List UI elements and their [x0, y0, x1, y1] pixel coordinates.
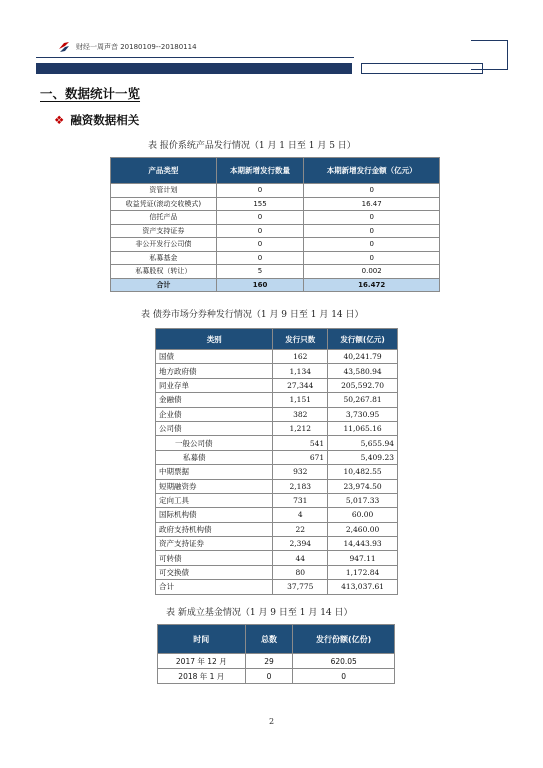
table-cell: 合计: [111, 278, 217, 292]
header-title: 财经一周声音 20180109--20180114: [76, 43, 197, 51]
column-header: 总数: [245, 625, 293, 654]
table1-caption: 表 报价系统产品发行情况（1 月 1 日至 1 月 5 日）: [148, 141, 356, 151]
table-cell: 50,267.81: [328, 393, 398, 407]
table-cell: 企业债: [156, 407, 273, 421]
table-row: [111, 265, 440, 279]
table-cell: 资产支持证券: [156, 537, 273, 551]
column-header: 产品类型: [111, 158, 217, 184]
table-cell: 27,344: [273, 378, 328, 392]
table-header-row: [158, 625, 395, 654]
product-issuance-table: [110, 157, 440, 292]
diamond-bullet-icon: ❖: [54, 113, 65, 127]
table-row: [156, 407, 398, 421]
table-cell: 资产支持证券: [111, 224, 217, 238]
table-cell: 国债: [156, 350, 273, 364]
table-header-row: [111, 158, 440, 184]
table-row: [156, 450, 398, 464]
table-cell: 公司债: [156, 421, 273, 435]
table-cell: 4: [273, 508, 328, 522]
table-cell: 私募债: [156, 450, 273, 464]
table-total-row: [111, 278, 440, 292]
table-row: [156, 479, 398, 493]
table-row: [111, 238, 440, 252]
table-cell: 5,655.94: [328, 436, 398, 450]
table-cell: 541: [273, 436, 328, 450]
new-fund-table: [157, 624, 395, 684]
table-cell: 932: [273, 465, 328, 479]
table-cell: 0: [304, 211, 440, 225]
column-header: 本期新增发行数量: [216, 158, 304, 184]
table-row: [156, 436, 398, 450]
table-cell: 0: [216, 211, 304, 225]
table-cell: 0: [216, 184, 304, 198]
table-row: [158, 654, 395, 669]
table-cell: 205,592.70: [328, 378, 398, 392]
table-cell: 10,482.55: [328, 465, 398, 479]
table-cell: 44: [273, 551, 328, 565]
table-row: [156, 350, 398, 364]
table-row: [156, 565, 398, 579]
table-cell: 22: [273, 522, 328, 536]
table-cell: 国际机构债: [156, 508, 273, 522]
table-row: [156, 421, 398, 435]
table-cell: 0: [304, 224, 440, 238]
table3-caption: 表 新成立基金情况（1 月 9 日至 1 月 14 日）: [166, 608, 353, 618]
table-cell: 620.05: [293, 654, 395, 669]
header-divider: [36, 57, 354, 58]
table-cell: 收益凭证(滚动交收模式): [111, 197, 217, 211]
table-cell: 37,775: [273, 580, 328, 594]
table-cell: 80: [273, 565, 328, 579]
subsection-title: [54, 112, 139, 128]
page-number: 2: [268, 717, 275, 726]
table-cell: 可转债: [156, 551, 273, 565]
column-header: 类别: [156, 329, 273, 350]
page-header: [0, 0, 543, 80]
table-cell: 5,017.33: [328, 493, 398, 507]
column-header: 本期新增发行金额（亿元）: [304, 158, 440, 184]
table-cell: 11,065.16: [328, 421, 398, 435]
table-cell: 16.472: [304, 278, 440, 292]
table-cell: 5: [216, 265, 304, 279]
table-cell: 可交换债: [156, 565, 273, 579]
table-cell: 合计: [156, 580, 273, 594]
table-cell: 一般公司债: [156, 436, 273, 450]
table-cell: 0: [304, 251, 440, 265]
table-row: [156, 378, 398, 392]
header-bar: [36, 63, 352, 74]
table-cell: 1,134: [273, 364, 328, 378]
table-cell: 2017 年 12 月: [158, 654, 246, 669]
subsection-title-text: 融资数据相关: [70, 113, 140, 127]
table-cell: 资管计划: [111, 184, 217, 198]
table-cell: 0: [293, 669, 395, 684]
table-cell: 5,409.23: [328, 450, 398, 464]
table-cell: 0: [216, 251, 304, 265]
table-cell: 同业存单: [156, 378, 273, 392]
table-cell: 地方政府债: [156, 364, 273, 378]
table-cell: 29: [245, 654, 293, 669]
table-cell: 非公开发行公司债: [111, 238, 217, 252]
table-cell: 60.00: [328, 508, 398, 522]
table-row: [156, 393, 398, 407]
table-cell: 16.47: [304, 197, 440, 211]
table-row: [156, 537, 398, 551]
table-cell: 382: [273, 407, 328, 421]
table-cell: 155: [216, 197, 304, 211]
table-cell: 947.11: [328, 551, 398, 565]
bond-issuance-table: [155, 328, 398, 595]
table-cell: 3,730.95: [328, 407, 398, 421]
table-cell: 14,443.93: [328, 537, 398, 551]
table-cell: 23,974.50: [328, 479, 398, 493]
table-cell: 信托产品: [111, 211, 217, 225]
table-cell: 413,037.61: [328, 580, 398, 594]
table-cell: 1,172.84: [328, 565, 398, 579]
table-cell: 40,241.79: [328, 350, 398, 364]
table-cell: 2018 年 1 月: [158, 669, 246, 684]
table-row: [158, 669, 395, 684]
table-row: [111, 251, 440, 265]
table-row: [156, 508, 398, 522]
table-cell: 私募基金: [111, 251, 217, 265]
table-row: [156, 551, 398, 565]
column-header: 发行份额(亿份): [293, 625, 395, 654]
table-cell: 中期票据: [156, 465, 273, 479]
table-total-row: [156, 580, 398, 594]
table-row: [111, 211, 440, 225]
table-row: [156, 493, 398, 507]
logo-icon: [57, 40, 71, 54]
table-row: [111, 224, 440, 238]
table2-caption: 表 债券市场分券种发行情况（1 月 9 日至 1 月 14 日）: [141, 310, 364, 320]
table-cell: 1,212: [273, 421, 328, 435]
table-row: [111, 184, 440, 198]
table-cell: 2,460.00: [328, 522, 398, 536]
table-cell: 金融债: [156, 393, 273, 407]
table-row: [156, 522, 398, 536]
table-cell: 2,183: [273, 479, 328, 493]
header-frame-bar: [361, 63, 483, 74]
table-cell: 0: [216, 224, 304, 238]
table-cell: 0.002: [304, 265, 440, 279]
table-cell: 671: [273, 450, 328, 464]
table-cell: 1,151: [273, 393, 328, 407]
table-cell: 定向工具: [156, 493, 273, 507]
table-cell: 0: [304, 184, 440, 198]
table-cell: 私募股权（转让）: [111, 265, 217, 279]
column-header: 发行只数: [273, 329, 328, 350]
table-cell: 短期融资券: [156, 479, 273, 493]
table-cell: 0: [245, 669, 293, 684]
table-header-row: [156, 329, 398, 350]
table-cell: 731: [273, 493, 328, 507]
column-header: 发行额(亿元): [328, 329, 398, 350]
column-header: 时间: [158, 625, 246, 654]
table-cell: 162: [273, 350, 328, 364]
table-row: [111, 197, 440, 211]
section-title: 一、数据统计一览: [40, 86, 141, 101]
table-cell: 政府支持机构债: [156, 522, 273, 536]
table-row: [156, 465, 398, 479]
table-cell: 0: [216, 238, 304, 252]
table-cell: 43,580.94: [328, 364, 398, 378]
table-row: [156, 364, 398, 378]
table-cell: 160: [216, 278, 304, 292]
table-cell: 0: [304, 238, 440, 252]
table-cell: 2,394: [273, 537, 328, 551]
